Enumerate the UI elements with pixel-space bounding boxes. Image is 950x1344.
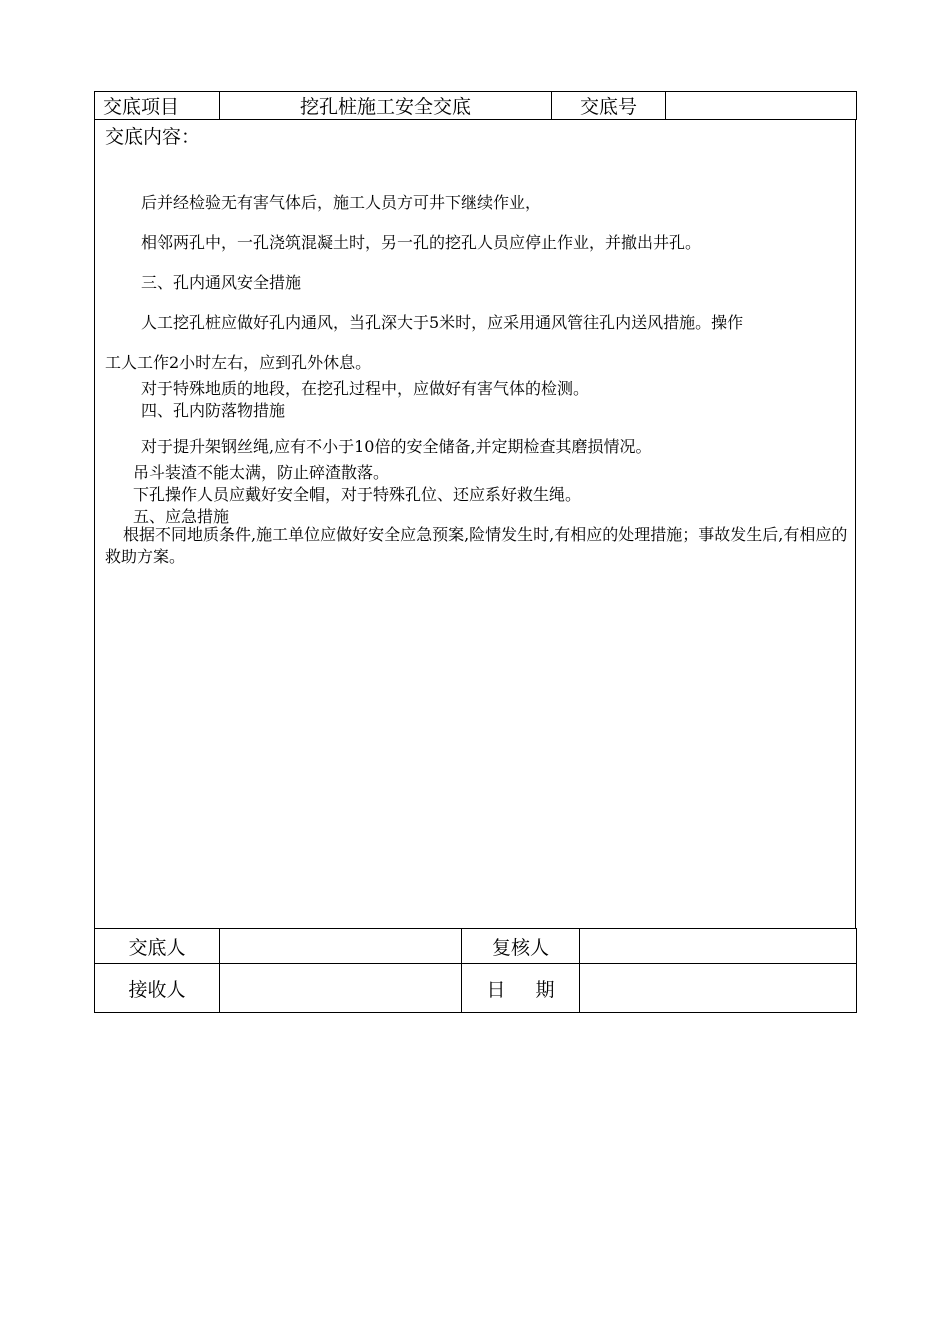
discloser-field[interactable] [220, 929, 462, 964]
disclosure-form [94, 91, 856, 1013]
project-label: 交底项目 [95, 92, 220, 120]
discloser-label: 交底人 [95, 929, 220, 964]
date-label-char-2: 期 [535, 978, 555, 1001]
section-heading-ventilation: 三、孔内通风安全措施 [141, 273, 302, 292]
date-field[interactable] [580, 964, 857, 1013]
content-line-4: 工人工作2小时左右，应到孔外休息。 [105, 353, 372, 372]
section-heading-emergency: 五、应急措施 [133, 507, 230, 526]
content-line-8: 下孔操作人员应戴好安全帽，对于特殊孔位、还应系好救生绳。 [133, 485, 582, 504]
content-line-9: 根据不同地质条件,施工单位应做好安全应急预案,险情发生时,有相应的处理措施；事故发生后,有相应的救助方案。 [105, 525, 848, 566]
number-value[interactable] [666, 92, 857, 120]
number-label: 交底号 [552, 92, 666, 120]
content-line-1: 后并经检验无有害气体后，施工人员方可井下继续作业， [141, 193, 542, 212]
date-label-char-1: 日 [486, 978, 506, 1001]
footer-table [94, 928, 857, 1013]
header-table [94, 91, 857, 120]
receiver-label: 接收人 [95, 964, 220, 1013]
receiver-field[interactable] [220, 964, 462, 1013]
date-label [462, 964, 580, 1013]
content-area[interactable] [94, 120, 856, 928]
reviewer-field[interactable] [580, 929, 857, 964]
section-heading-falling-objects: 四、孔内防落物措施 [141, 401, 286, 420]
content-line-6: 对于提升架钢丝绳,应有不小于10倍的安全储备,并定期检查其磨损情况。 [141, 437, 652, 456]
content-line-2: 相邻两孔中，一孔浇筑混凝土时，另一孔的挖孔人员应停止作业，并撤出井孔。 [141, 233, 702, 252]
content-line-3: 人工挖孔桩应做好孔内通风，当孔深大于5米时，应采用通风管往孔内送风措施。操作 [141, 313, 744, 332]
content-label: 交底内容： [105, 126, 201, 148]
content-line-5: 对于特殊地质的地段，在挖孔过程中，应做好有害气体的检测。 [141, 379, 590, 398]
content-line-7: 吊斗装渣不能太满，防止碎渣散落。 [133, 463, 390, 482]
project-value[interactable]: 挖孔桩施工安全交底 [220, 92, 552, 120]
reviewer-label: 复核人 [462, 929, 580, 964]
